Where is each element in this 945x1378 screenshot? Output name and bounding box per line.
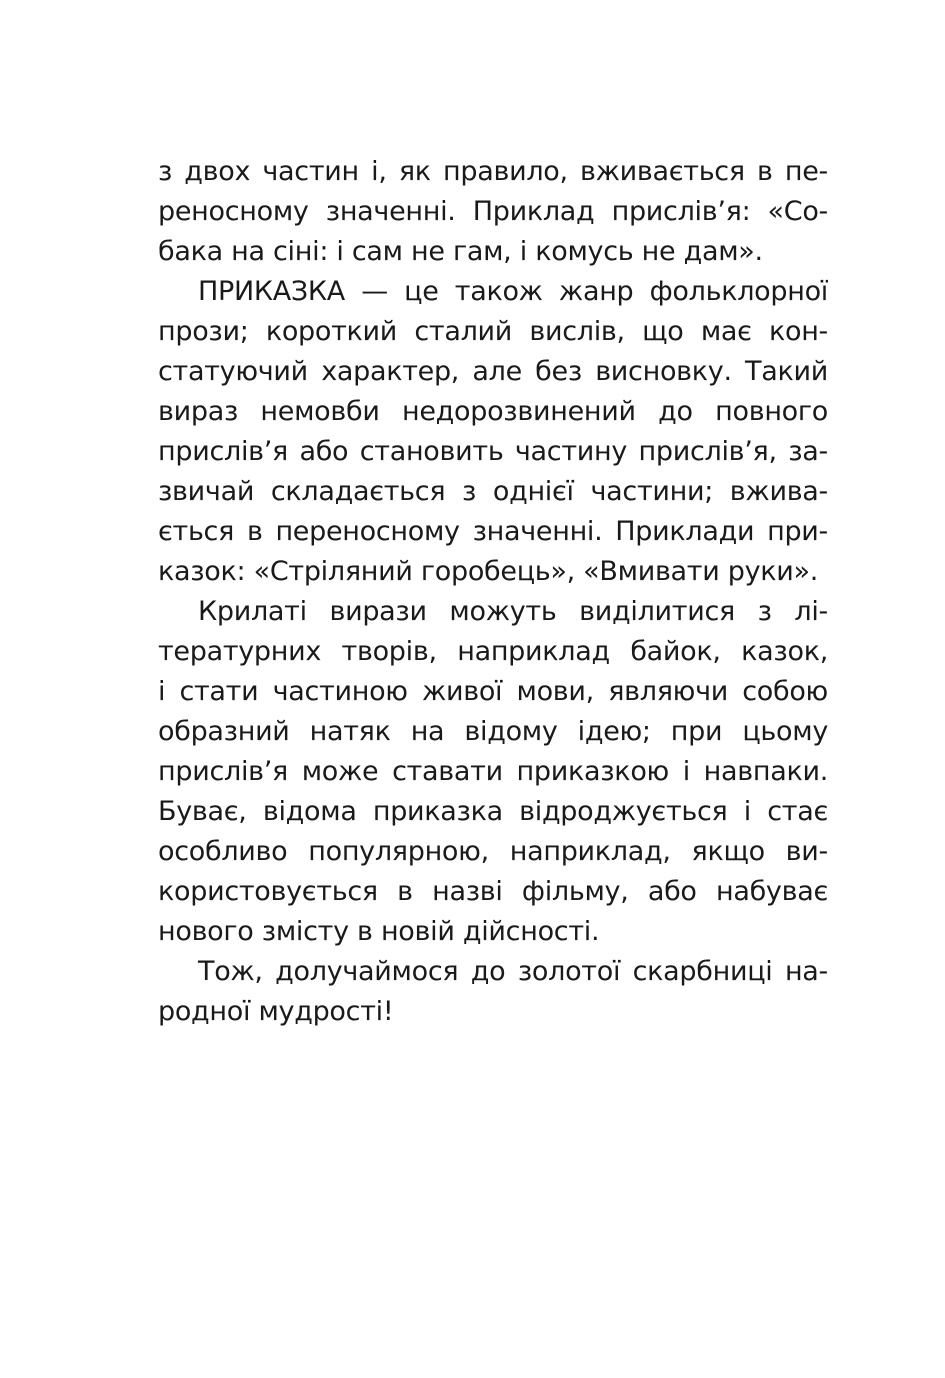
- text-line: і стати частиною живої мови, являючи собою: [158, 676, 828, 707]
- text-line: прислів’я або становить частину прислів’я, за-: [158, 436, 828, 467]
- text-line: особливо популярною, наприклад, якщо ви-: [158, 836, 828, 867]
- text-line: прози; короткий сталий вислів, що має кон-: [158, 316, 828, 347]
- text-line: родної мудрості!: [158, 996, 394, 1027]
- text-line: ється в переносному значенні. Приклади при-: [158, 516, 828, 547]
- text-line: бака на сіні: і сам не гам, і комусь не дам».: [158, 236, 763, 267]
- text-line: звичай складається з однієї частини; вжива-: [158, 476, 828, 507]
- text-line: з двох частин і, як правило, вживається в пе-: [158, 156, 828, 187]
- text-line: образний натяк на відому ідею; при цьому: [158, 716, 828, 747]
- text-line: казок: «Стріляний горобець», «Вмивати руки».: [158, 556, 819, 587]
- text-line: тературних творів, наприклад байок, казок,: [158, 636, 828, 667]
- text-line: статуючий характер, але без висновку. Такий: [158, 356, 828, 387]
- text-line: Тож, долучаймося до золотої скарбниці на-: [198, 956, 828, 987]
- text-line: користовується в назві фільму, або набуває: [158, 876, 828, 907]
- text-line: Крилаті вирази можуть виділитися з лі-: [198, 596, 828, 627]
- text-line: Буває, відома приказка відроджується і стає: [158, 796, 828, 827]
- text-line: ПРИКАЗКА — це також жанр фольклорної: [198, 276, 828, 307]
- text-line: нового змісту в новій дійсності.: [158, 916, 600, 947]
- text-line: вираз немовби недорозвинений до повного: [158, 396, 828, 427]
- body-text: [158, 152, 828, 1032]
- text-line: прислів’я може ставати приказкою і навпаки.: [158, 756, 828, 787]
- text-line: реносному значенні. Приклад прислів’я: «Со-: [158, 196, 828, 227]
